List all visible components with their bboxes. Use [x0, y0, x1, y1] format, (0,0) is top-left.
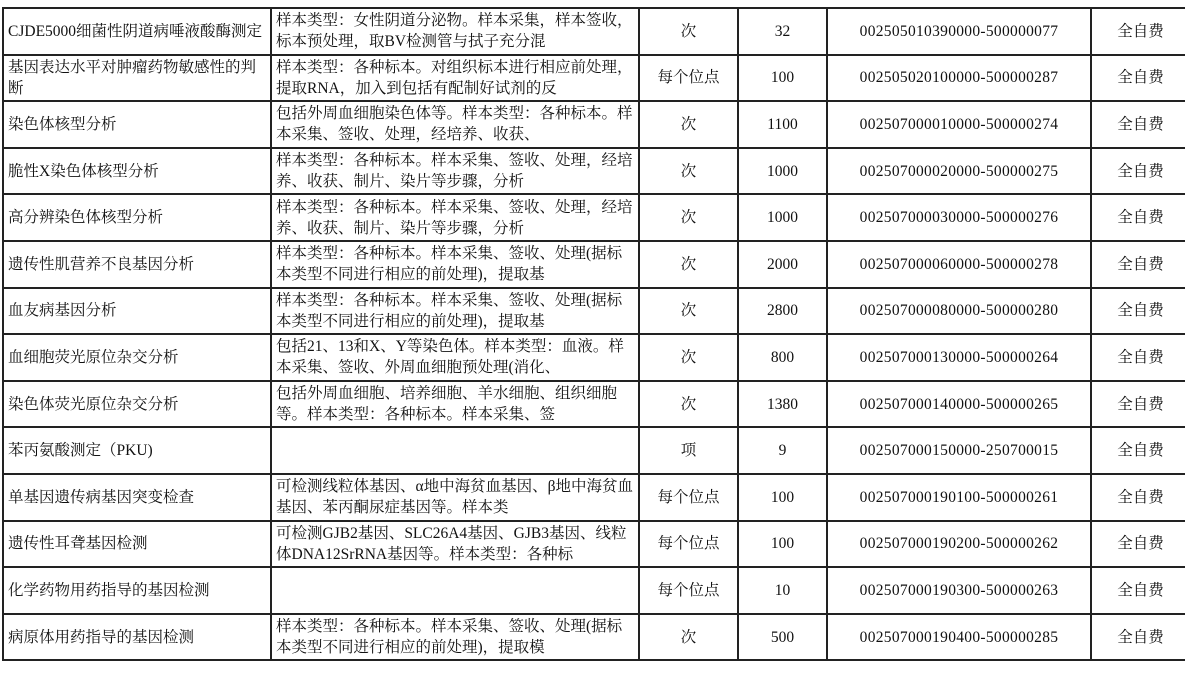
code-cell	[827, 567, 1091, 614]
code-cell	[827, 427, 1091, 474]
item-name-text: 血友病基因分析	[8, 302, 117, 320]
description-cell	[271, 55, 639, 102]
fee-table-body	[3, 8, 1185, 660]
code-text: 002505020100000-500000287	[859, 69, 1059, 87]
description-text: 样本类型：各种标本。样本采集、签收、处理，经培养、收获、制片、染片等步骤，分析	[276, 198, 633, 237]
unit-text: 次	[680, 628, 697, 646]
description-cell	[271, 427, 639, 474]
table-row	[3, 241, 1185, 288]
description-cell	[271, 148, 639, 195]
item-name-cell	[3, 567, 271, 614]
payment-type-cell	[1091, 334, 1185, 381]
code-text: 002507000190100-500000261	[859, 488, 1059, 506]
price-cell	[738, 55, 827, 102]
item-name-text: 病原体用药指导的基因检测	[8, 628, 195, 646]
unit-cell	[639, 101, 738, 148]
payment-type-cell	[1091, 427, 1185, 474]
price-cell	[738, 8, 827, 55]
description-text: 包括外周血细胞染色体等。样本类型：各种标本。样本采集、签收、处理，经培养、收获、	[276, 105, 633, 144]
code-cell	[827, 614, 1091, 661]
payment-type-cell	[1091, 474, 1185, 521]
payment-type-cell	[1091, 614, 1185, 661]
price-text: 2800	[767, 302, 798, 320]
table-row	[3, 288, 1185, 335]
price-cell	[738, 474, 827, 521]
code-text: 002505010390000-500000077	[859, 22, 1059, 40]
price-cell	[738, 521, 827, 568]
table-row	[3, 474, 1185, 521]
price-cell	[738, 567, 827, 614]
item-name-text: CJDE5000细菌性阴道病唾液酸酶测定	[8, 22, 263, 40]
price-text: 100	[770, 69, 795, 87]
payment-type-text: 全自费	[1117, 255, 1164, 273]
description-text	[276, 569, 634, 611]
description-text: 样本类型：各种标本。样本采集、签收、处理，经培养、收获、制片、染片等步骤，分析	[276, 152, 633, 191]
code-cell	[827, 334, 1091, 381]
price-cell	[738, 381, 827, 428]
payment-type-text: 全自费	[1117, 115, 1164, 133]
table-row	[3, 148, 1185, 195]
table-row	[3, 101, 1185, 148]
item-name-cell	[3, 241, 271, 288]
price-text: 1000	[767, 209, 798, 227]
payment-type-cell	[1091, 567, 1185, 614]
item-name-text: 染色体核型分析	[8, 115, 117, 133]
payment-type-text: 全自费	[1117, 581, 1164, 599]
price-text: 800	[770, 348, 795, 366]
payment-type-text: 全自费	[1117, 22, 1164, 40]
price-cell	[738, 148, 827, 195]
description-text: 样本类型：各种标本。样本采集、签收、处理(据标本类型不同进行相应的前处理)，提取模	[276, 618, 623, 657]
item-name-cell	[3, 614, 271, 661]
code-text: 002507000060000-500000278	[859, 255, 1059, 273]
unit-cell	[639, 194, 738, 241]
table-row	[3, 194, 1185, 241]
code-text: 002507000020000-500000275	[859, 162, 1059, 180]
code-text: 002507000130000-500000264	[859, 348, 1059, 366]
description-text: 包括21、13和X、Y等染色体。样本类型：血液。样本采集、签收、外周血细胞预处理(消化、	[276, 338, 624, 377]
table-row	[3, 55, 1185, 102]
item-name-text: 苯丙氨酸测定（PKU)	[8, 442, 153, 460]
item-name-cell	[3, 194, 271, 241]
code-cell	[827, 101, 1091, 148]
table-row	[3, 8, 1185, 55]
payment-type-cell	[1091, 148, 1185, 195]
item-name-cell	[3, 55, 271, 102]
item-name-cell	[3, 381, 271, 428]
description-text: 样本类型：各种标本。对组织标本进行相应前处理，提取RNA，加入到包括有配制好试剂的反	[276, 58, 633, 97]
price-text: 32	[774, 22, 791, 40]
unit-cell	[639, 8, 738, 55]
code-cell	[827, 194, 1091, 241]
unit-text: 每个位点	[657, 581, 720, 599]
price-text: 500	[770, 628, 795, 646]
code-text: 002507000010000-500000274	[859, 115, 1059, 133]
unit-text: 每个位点	[657, 488, 720, 506]
payment-type-cell	[1091, 521, 1185, 568]
table-row	[3, 521, 1185, 568]
payment-type-text: 全自费	[1117, 535, 1164, 553]
price-cell	[738, 614, 827, 661]
price-cell	[738, 334, 827, 381]
item-name-text: 脆性X染色体核型分析	[8, 162, 159, 180]
code-text: 002507000150000-250700015	[859, 442, 1059, 460]
code-cell	[827, 8, 1091, 55]
item-name-text: 化学药物用药指导的基因检测	[8, 581, 210, 599]
unit-text: 次	[680, 302, 697, 320]
price-text: 1380	[767, 395, 798, 413]
unit-text: 次	[680, 22, 697, 40]
price-cell	[738, 101, 827, 148]
unit-cell	[639, 288, 738, 335]
unit-text: 每个位点	[657, 535, 720, 553]
unit-cell	[639, 334, 738, 381]
description-cell	[271, 194, 639, 241]
unit-cell	[639, 427, 738, 474]
unit-text: 次	[680, 209, 697, 227]
payment-type-text: 全自费	[1117, 442, 1164, 460]
code-text: 002507000190200-500000262	[859, 535, 1059, 553]
payment-type-cell	[1091, 194, 1185, 241]
item-name-cell	[3, 148, 271, 195]
description-cell	[271, 614, 639, 661]
table-row	[3, 334, 1185, 381]
item-name-cell	[3, 427, 271, 474]
code-text: 002507000190400-500000285	[859, 628, 1059, 646]
price-cell	[738, 241, 827, 288]
payment-type-text: 全自费	[1117, 302, 1164, 320]
code-text: 002507000030000-500000276	[859, 209, 1059, 227]
payment-type-text: 全自费	[1117, 348, 1164, 366]
payment-type-text: 全自费	[1117, 162, 1164, 180]
item-name-text: 染色体荧光原位杂交分析	[8, 395, 179, 413]
table-row	[3, 381, 1185, 428]
fee-table	[2, 7, 1185, 661]
unit-text: 次	[680, 395, 697, 413]
price-text: 1100	[767, 115, 798, 133]
code-cell	[827, 288, 1091, 335]
unit-text: 次	[680, 255, 697, 273]
description-text: 样本类型：女性阴道分泌物。样本采集，样本签收，标本预处理，取BV检测管与拭子充分混	[276, 12, 633, 51]
description-text: 可检测GJB2基因、SLC26A4基因、GJB3基因、线粒体DNA12SrRNA基因等。样本类型：各种标	[276, 524, 627, 563]
price-cell	[738, 427, 827, 474]
code-cell	[827, 148, 1091, 195]
description-text: 可检测线粒体基因、α地中海贫血基因、β地中海贫血基因、苯丙酮尿症基因等。样本类	[276, 478, 634, 517]
payment-type-cell	[1091, 8, 1185, 55]
item-name-cell	[3, 8, 271, 55]
item-name-text: 单基因遗传病基因突变检查	[8, 488, 195, 506]
description-cell	[271, 241, 639, 288]
description-text	[276, 430, 634, 472]
item-name-text: 遗传性耳聋基因检测	[8, 535, 148, 553]
unit-text: 次	[680, 348, 697, 366]
table-row	[3, 614, 1185, 661]
unit-text: 次	[680, 115, 697, 133]
description-cell	[271, 288, 639, 335]
item-name-text: 血细胞荧光原位杂交分析	[8, 348, 179, 366]
item-name-text: 遗传性肌营养不良基因分析	[8, 255, 195, 273]
description-cell	[271, 101, 639, 148]
code-text: 002507000190300-500000263	[859, 581, 1059, 599]
code-cell	[827, 521, 1091, 568]
payment-type-cell	[1091, 288, 1185, 335]
price-cell	[738, 288, 827, 335]
price-text: 100	[770, 535, 795, 553]
payment-type-cell	[1091, 101, 1185, 148]
unit-cell	[639, 474, 738, 521]
description-cell	[271, 567, 639, 614]
description-text: 样本类型：各种标本。样本采集、签收、处理(据标本类型不同进行相应的前处理)，提取基	[276, 245, 623, 284]
unit-cell	[639, 241, 738, 288]
payment-type-cell	[1091, 381, 1185, 428]
price-text: 100	[770, 488, 795, 506]
price-cell	[738, 194, 827, 241]
unit-cell	[639, 614, 738, 661]
payment-type-text: 全自费	[1117, 209, 1164, 227]
description-cell	[271, 334, 639, 381]
item-name-text: 基因表达水平对肿瘤药物敏感性的判断	[8, 58, 257, 97]
item-name-cell	[3, 474, 271, 521]
payment-type-text: 全自费	[1117, 69, 1164, 87]
description-cell	[271, 474, 639, 521]
code-text: 002507000080000-500000280	[859, 302, 1059, 320]
item-name-cell	[3, 521, 271, 568]
code-cell	[827, 474, 1091, 521]
unit-cell	[639, 567, 738, 614]
table-row	[3, 567, 1185, 614]
unit-text: 次	[680, 162, 697, 180]
item-name-text: 高分辨染色体核型分析	[8, 209, 164, 227]
table-row	[3, 427, 1185, 474]
unit-cell	[639, 148, 738, 195]
code-cell	[827, 241, 1091, 288]
code-text: 002507000140000-500000265	[859, 395, 1059, 413]
payment-type-text: 全自费	[1117, 488, 1164, 506]
payment-type-cell	[1091, 55, 1185, 102]
payment-type-cell	[1091, 241, 1185, 288]
unit-cell	[639, 55, 738, 102]
price-text: 10	[774, 581, 791, 599]
description-cell	[271, 381, 639, 428]
unit-cell	[639, 381, 738, 428]
unit-text: 项	[680, 442, 697, 460]
price-text: 9	[778, 442, 787, 460]
payment-type-text: 全自费	[1117, 395, 1164, 413]
item-name-cell	[3, 101, 271, 148]
code-cell	[827, 381, 1091, 428]
description-text: 样本类型：各种标本。样本采集、签收、处理(据标本类型不同进行相应的前处理)，提取基	[276, 291, 623, 330]
item-name-cell	[3, 334, 271, 381]
description-cell	[271, 521, 639, 568]
item-name-cell	[3, 288, 271, 335]
price-text: 2000	[767, 255, 798, 273]
description-cell	[271, 8, 639, 55]
payment-type-text: 全自费	[1117, 628, 1164, 646]
unit-text: 每个位点	[657, 69, 720, 87]
unit-cell	[639, 521, 738, 568]
code-cell	[827, 55, 1091, 102]
description-text: 包括外周血细胞、培养细胞、羊水细胞、组织细胞等。样本类型：各种标本。样本采集、签	[276, 385, 618, 424]
price-text: 1000	[767, 162, 798, 180]
